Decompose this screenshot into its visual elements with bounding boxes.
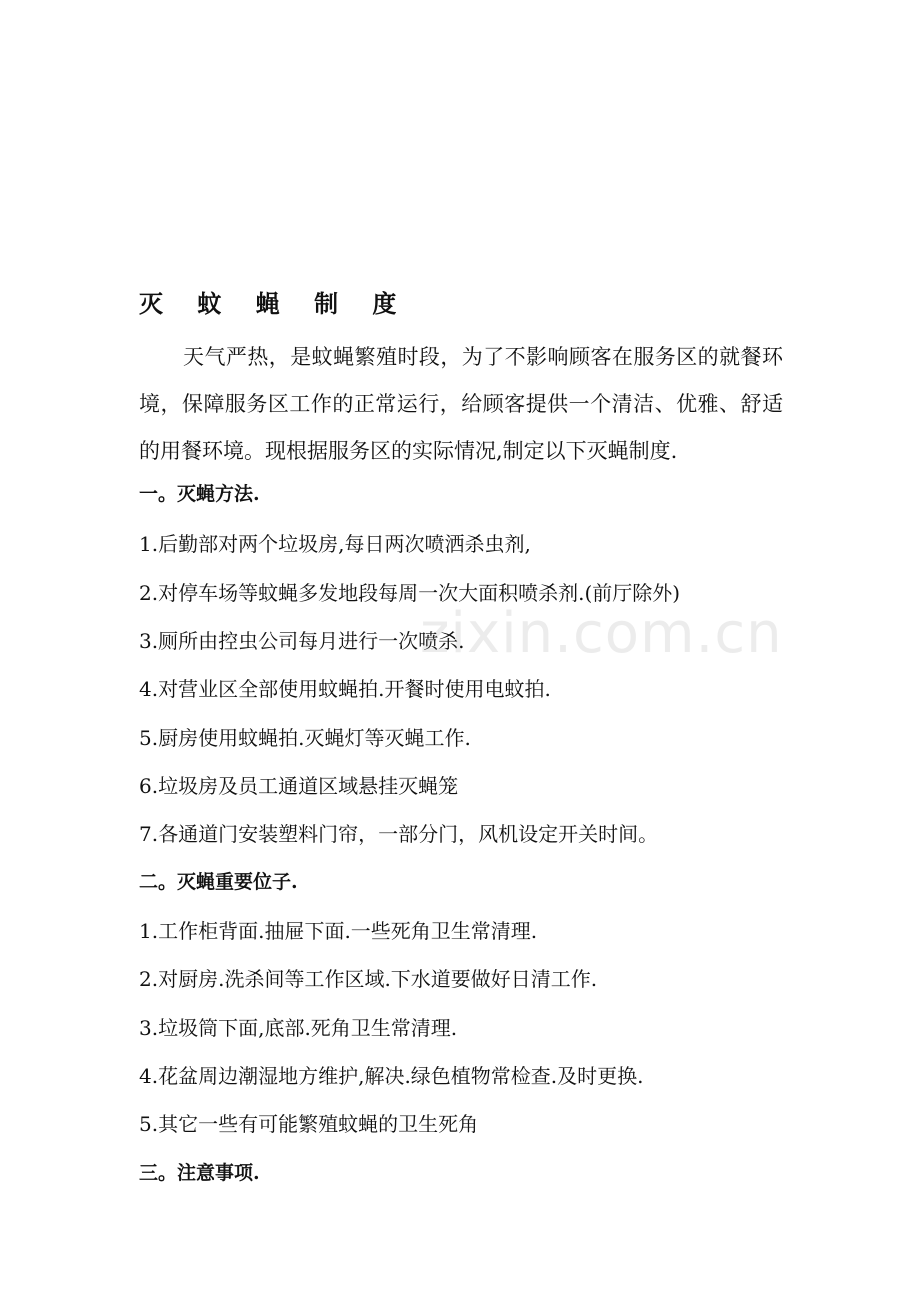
section-2-item-4: 4.花盆周边潮湿地方维护,解决.绿色植物常检查.及时更换. [139, 1064, 644, 1088]
section-2-item-5: 5.其它一些有可能繁殖蚊蝇的卫生死角 [139, 1112, 479, 1136]
section-2-heading: 二。灭蝇重要位子. [139, 871, 298, 893]
section-1-item-5: 5.厨房使用蚊蝇拍.灭蝇灯等灭蝇工作. [139, 726, 471, 750]
section-3-heading: 三。注意事项. [139, 1162, 260, 1184]
section-1-item-1: 1.后勤部对两个垃圾房,每日两次喷洒杀虫剂, [139, 532, 531, 556]
watermark: zixin.com.cn [420, 601, 783, 666]
section-1-heading: 一。灭蝇方法. [139, 483, 260, 505]
intro-paragraph: 天气严热，是蚊蝇繁殖时段，为了不影响顾客在服务区的就餐环境，保障服务区工作的正常运行，给顾客提供一个清洁、优雅、舒适的用餐环境。现根据服务区的实际情况,制定以下灭蝇制度. [139, 345, 783, 463]
section-1-item-7: 7.各通道门安装塑料门帘，一部分门，风机设定开关时间。 [139, 822, 659, 846]
section-1-item-4: 4.对营业区全部使用蚊蝇拍.开餐时使用电蚊拍. [139, 677, 551, 701]
document-title: 灭 蚊 蝇 制 度 [139, 290, 410, 318]
section-1-item-6: 6.垃圾房及员工通道区域悬挂灭蝇笼 [139, 774, 459, 798]
section-2-item-1: 1.工作柜背面.抽屉下面.一些死角卫生常清理. [139, 919, 538, 943]
section-2-item-3: 3.垃圾筒下面,底部.死角卫生常清理. [139, 1016, 458, 1040]
section-2-item-2: 2.对厨房.洗杀间等工作区域.下水道要做好日清工作. [139, 967, 598, 991]
section-1-item-3: 3.厕所由控虫公司每月进行一次喷杀. [139, 629, 465, 653]
section-1-item-2: 2.对停车场等蚊蝇多发地段每周一次大面积喷杀剂.(前厅除外) [139, 581, 681, 605]
